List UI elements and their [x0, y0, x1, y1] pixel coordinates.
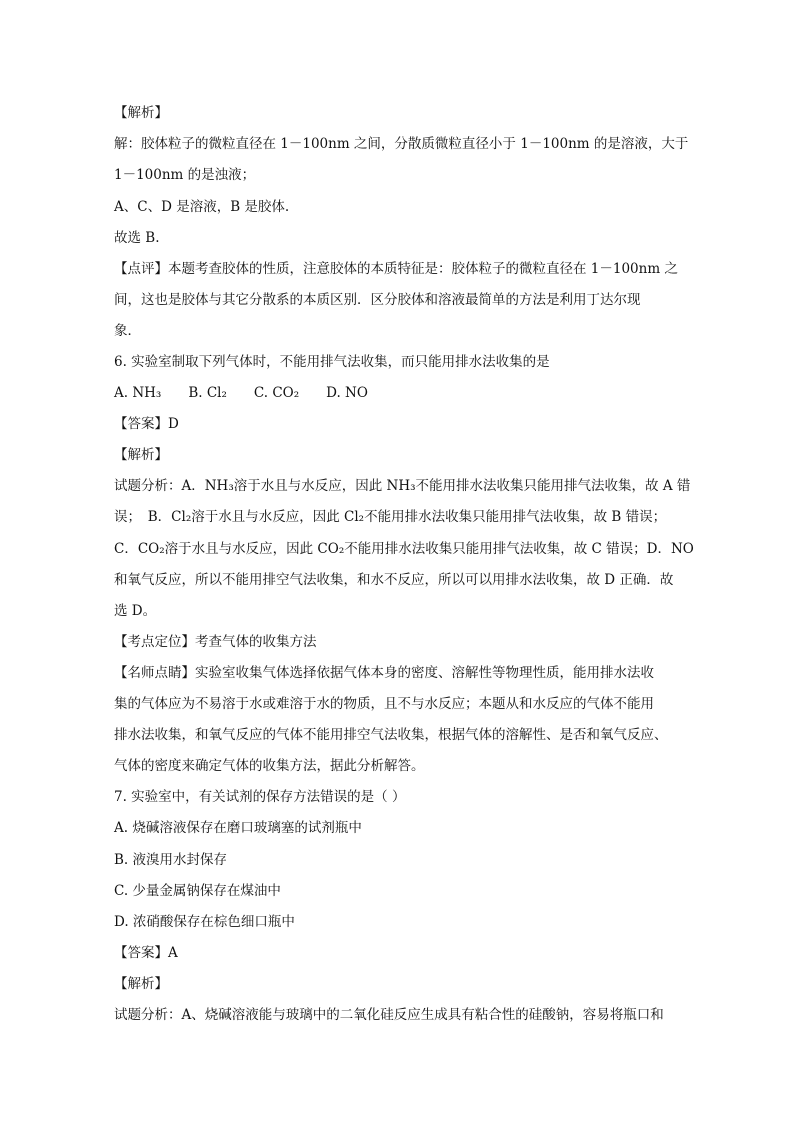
question-6: 6. 实验室制取下列气体时，不能用排气法收集，而只能用排水法收集的是	[114, 354, 550, 370]
option-b: B. 液溴用水封保存	[114, 852, 228, 868]
section-heading-analysis: 【解析】	[114, 976, 168, 992]
text-line: 间，这也是胶体与其它分散系的本质区别．区分胶体和溶液最简单的方法是利用丁达尔现	[114, 292, 641, 308]
text-line: 试题分析：A．NH₃溶于水且与水反应，因此 NH₃不能用排水法收集只能用排气法收集，故 A 错	[114, 478, 691, 494]
section-heading-analysis: 【解析】	[114, 447, 168, 463]
text-line: 排水法收集，和氧气反应的气体不能用排空气法收集，根据气体的溶解性、是否和氧气反应、	[114, 727, 668, 743]
text-line: A、C、D 是溶液，B 是胶体.	[114, 199, 290, 215]
option-a: A. 烧碱溶液保存在磨口玻璃塞的试剂瓶中	[114, 820, 362, 836]
comment-paragraph: 【点评】本题考查胶体的性质，注意胶体的本质特征是：胶体粒子的微粒直径在 1－100nm 之	[114, 261, 678, 277]
text-line: 解：胶体粒子的微粒直径在 1－100nm 之间，分散质微粒直径小于 1－100nm 的是溶液，大于	[114, 136, 689, 152]
text-line: 故选 B.	[114, 230, 160, 246]
option-c: C. 少量金属钠保存在煤油中	[114, 883, 281, 899]
text-line: 误； B．Cl₂溶于水且与水反应，因此 Cl₂不能用排水法收集只能用排气法收集，故 B 错误；	[114, 509, 667, 525]
text-line: 象．	[114, 323, 141, 339]
question-6-options: A. NH₃ B. Cl₂ C. CO₂ D. NO	[114, 385, 368, 401]
text-line: 集的气体应为不易溶于水或难溶于水的物质，且不与水反应；本题从和水反应的气体不能用	[114, 696, 654, 712]
text-line: 选 D。	[114, 603, 157, 619]
expert-note: 【名师点睛】实验室收集气体选择依据气体本身的密度、溶解性等物理性质，能用排水法收	[114, 665, 654, 681]
topic-locator: 【考点定位】考查气体的收集方法	[114, 634, 317, 650]
answer-label: 【答案】D	[114, 416, 179, 432]
option-d: D. 浓硝酸保存在棕色细口瓶中	[114, 914, 295, 930]
text-line: 气体的密度来确定气体的收集方法，据此分析解答。	[114, 758, 425, 774]
text-line: 试题分析：A、烧碱溶液能与玻璃中的二氧化硅反应生成具有粘合性的硅酸钠，容易将瓶口和	[114, 1007, 664, 1023]
section-heading-analysis: 【解析】	[114, 105, 168, 121]
question-7: 7. 实验室中，有关试剂的保存方法错误的是（ ）	[114, 789, 406, 805]
text-line: 和氧气反应，所以不能用排空气法收集，和水不反应，所以可以用排水法收集，故 D 正确．故	[114, 572, 674, 588]
text-line: C．CO₂溶于水且与水反应，因此 CO₂不能用排水法收集只能用排气法收集，故 C 错误；D．NO	[114, 541, 694, 557]
text-line: 1－100nm 的是浊液；	[114, 167, 256, 183]
answer-label: 【答案】A	[114, 945, 178, 961]
